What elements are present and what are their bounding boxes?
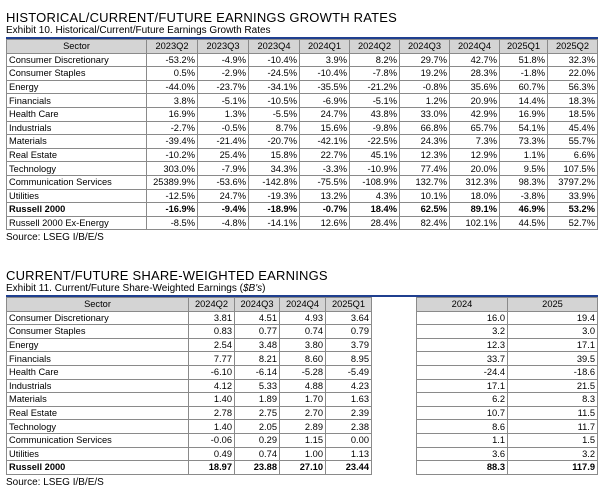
table-cell: 19.4 <box>508 311 598 325</box>
table-row <box>7 53 598 67</box>
table-cell: 102.1% <box>450 216 500 230</box>
exhibit-10-header-row <box>7 40 598 54</box>
table-cell: 2.38 <box>326 420 372 434</box>
column-header: 2024Q4 <box>450 40 500 54</box>
table-cell: -53.6% <box>198 175 249 189</box>
table-row <box>7 175 598 189</box>
table-cell: 45.4% <box>548 121 598 135</box>
table-cell: 42.7% <box>450 53 500 67</box>
table-cell: 9.5% <box>500 162 548 176</box>
table-cell: -0.06 <box>189 433 235 447</box>
table-cell: 28.3% <box>450 67 500 81</box>
table-cell: 65.7% <box>450 121 500 135</box>
table-cell: -34.1% <box>249 80 300 94</box>
table-cell: 4.93 <box>280 311 326 325</box>
table-cell: 33.9% <box>548 189 598 203</box>
table-cell: 1.2% <box>400 94 450 108</box>
table-row <box>7 365 598 379</box>
table-cell: 0.77 <box>235 325 280 339</box>
column-header: 2024Q1 <box>300 40 350 54</box>
row-label: Energy <box>7 80 147 94</box>
table-cell: 77.4% <box>400 162 450 176</box>
spacer-cell <box>372 325 417 339</box>
table-row <box>7 406 598 420</box>
table-cell: -2.7% <box>147 121 198 135</box>
row-label: Technology <box>7 162 147 176</box>
table-cell: 3.64 <box>326 311 372 325</box>
table-cell: 14.4% <box>500 94 548 108</box>
column-header: 2023Q4 <box>249 40 300 54</box>
table-cell: 73.3% <box>500 135 548 149</box>
table-cell: 0.5% <box>147 67 198 81</box>
table-cell: 2.39 <box>326 406 372 420</box>
exhibit-11-header-row <box>7 298 598 312</box>
table-cell: 1.15 <box>280 433 326 447</box>
spacer-cell <box>372 393 417 407</box>
row-label: Consumer Discretionary <box>7 311 189 325</box>
table-cell: 312.3% <box>450 175 500 189</box>
table-cell: 12.3 <box>417 338 508 352</box>
table-cell: 5.33 <box>235 379 280 393</box>
exhibit-11-title: CURRENT/FUTURE SHARE-WEIGHTED EARNINGS <box>6 268 328 283</box>
table-cell: -14.1% <box>249 216 300 230</box>
table-cell: 20.0% <box>450 162 500 176</box>
spacer-cell <box>372 420 417 434</box>
table-cell: 15.8% <box>249 148 300 162</box>
table-cell: -5.5% <box>249 107 300 121</box>
table-row <box>7 135 598 149</box>
row-label: Consumer Staples <box>7 67 147 81</box>
table-cell: 18.5% <box>548 107 598 121</box>
table-cell: -0.7% <box>300 203 350 217</box>
exhibit-10-subtitle: Exhibit 10. Historical/Current/Future Earnings Growth Rates <box>6 25 271 36</box>
table-row <box>7 311 598 325</box>
table-cell: 17.1 <box>508 338 598 352</box>
table-cell: 0.00 <box>326 433 372 447</box>
spacer-cell <box>372 338 417 352</box>
table-row <box>7 325 598 339</box>
table-cell: -35.5% <box>300 80 350 94</box>
table-cell: 34.3% <box>249 162 300 176</box>
table-cell: 3.80 <box>280 338 326 352</box>
table-row <box>7 80 598 94</box>
table-cell: 18.97 <box>189 461 235 475</box>
table-cell: 12.9% <box>450 148 500 162</box>
table-cell: -21.4% <box>198 135 249 149</box>
table-cell: -22.5% <box>350 135 400 149</box>
table-cell: -1.8% <box>500 67 548 81</box>
table-cell: 2.54 <box>189 338 235 352</box>
exhibit-10-source: Source: LSEG I/B/E/S <box>6 232 104 244</box>
table-cell: -5.28 <box>280 365 326 379</box>
table-cell: -3.3% <box>300 162 350 176</box>
row-label: Real Estate <box>7 148 147 162</box>
table-cell: 17.1 <box>417 379 508 393</box>
table-cell: 1.70 <box>280 393 326 407</box>
table-cell: -8.5% <box>147 216 198 230</box>
table-cell: 2.75 <box>235 406 280 420</box>
table-cell: -0.5% <box>198 121 249 135</box>
table-cell: 39.5 <box>508 352 598 366</box>
table-cell: 54.1% <box>500 121 548 135</box>
table-cell: 7.77 <box>189 352 235 366</box>
table-cell: 0.49 <box>189 447 235 461</box>
table-cell: 3.8% <box>147 94 198 108</box>
row-label: Utilities <box>7 189 147 203</box>
row-label: Communication Services <box>7 175 147 189</box>
table-cell: 25.4% <box>198 148 249 162</box>
row-label: Health Care <box>7 107 147 121</box>
table-cell: 6.2 <box>417 393 508 407</box>
table-cell: -5.49 <box>326 365 372 379</box>
table-cell: 89.1% <box>450 203 500 217</box>
table-cell: -5.1% <box>198 94 249 108</box>
table-cell: 44.5% <box>500 216 548 230</box>
table-cell: 1.63 <box>326 393 372 407</box>
table-cell: 62.5% <box>400 203 450 217</box>
table-cell: 8.95 <box>326 352 372 366</box>
spacer-cell <box>372 461 417 475</box>
table-cell: 1.89 <box>235 393 280 407</box>
table-row <box>7 393 598 407</box>
table-cell: 22.7% <box>300 148 350 162</box>
table-cell: 1.3% <box>198 107 249 121</box>
exhibit-10-section <box>6 10 598 244</box>
table-cell: 55.7% <box>548 135 598 149</box>
table-cell: 117.9 <box>508 461 598 475</box>
table-cell: 1.1% <box>500 148 548 162</box>
exhibit-11-table <box>6 297 598 475</box>
table-cell: 0.74 <box>235 447 280 461</box>
sector-header: Sector <box>7 40 147 54</box>
table-cell: -108.9% <box>350 175 400 189</box>
table-cell: 3.2 <box>417 325 508 339</box>
table-cell: 53.2% <box>548 203 598 217</box>
table-cell: 16.9% <box>500 107 548 121</box>
row-label: Technology <box>7 420 189 434</box>
table-cell: -7.8% <box>350 67 400 81</box>
exhibit-11-subtitle-suffix: ) <box>262 283 266 294</box>
table-cell: 3.6 <box>417 447 508 461</box>
table-cell: 42.9% <box>450 107 500 121</box>
row-label: Energy <box>7 338 189 352</box>
table-cell: -23.7% <box>198 80 249 94</box>
table-cell: 82.4% <box>400 216 450 230</box>
row-label: Industrials <box>7 379 189 393</box>
table-cell: 0.74 <box>280 325 326 339</box>
table-cell: 24.3% <box>400 135 450 149</box>
table-cell: 132.7% <box>400 175 450 189</box>
table-cell: -3.8% <box>500 189 548 203</box>
exhibit-11-source: Source: LSEG I/B/E/S <box>6 476 104 488</box>
row-label: Financials <box>7 94 147 108</box>
exhibit-10-table <box>6 39 598 230</box>
row-label: Russell 2000 Ex-Energy <box>7 216 147 230</box>
column-header: 2024Q2 <box>350 40 400 54</box>
table-cell: -4.9% <box>198 53 249 67</box>
table-row <box>7 352 598 366</box>
table-cell: -10.9% <box>350 162 400 176</box>
spacer-cell <box>372 365 417 379</box>
table-cell: 28.4% <box>350 216 400 230</box>
row-label: Materials <box>7 393 189 407</box>
table-cell: 1.40 <box>189 393 235 407</box>
table-cell: 24.7% <box>198 189 249 203</box>
exhibit-11-subtitle-prefix: Exhibit 11. Current/Future Share-Weighted Earnings ( <box>6 283 243 294</box>
row-label: Real Estate <box>7 406 189 420</box>
table-cell: -10.2% <box>147 148 198 162</box>
table-cell: 29.7% <box>400 53 450 67</box>
table-row <box>7 203 598 217</box>
table-cell: 20.9% <box>450 94 500 108</box>
table-cell: -7.9% <box>198 162 249 176</box>
column-header: 2025Q1 <box>500 40 548 54</box>
spacer-cell <box>372 433 417 447</box>
table-cell: 12.3% <box>400 148 450 162</box>
row-label: Industrials <box>7 121 147 135</box>
table-cell: 32.3% <box>548 53 598 67</box>
table-cell: 3.2 <box>508 447 598 461</box>
table-cell: 3.79 <box>326 338 372 352</box>
table-row <box>7 420 598 434</box>
column-header: 2024Q3 <box>400 40 450 54</box>
table-cell: 1.5 <box>508 433 598 447</box>
table-cell: -19.3% <box>249 189 300 203</box>
table-cell: 98.3% <box>500 175 548 189</box>
table-cell: 8.6 <box>417 420 508 434</box>
table-cell: -42.1% <box>300 135 350 149</box>
table-cell: -21.2% <box>350 80 400 94</box>
table-cell: 24.7% <box>300 107 350 121</box>
table-cell: 303.0% <box>147 162 198 176</box>
table-row <box>7 121 598 135</box>
table-cell: 46.9% <box>500 203 548 217</box>
table-cell: 45.1% <box>350 148 400 162</box>
column-header: 2025Q1 <box>326 298 372 312</box>
exhibit-11-subtitle <box>6 283 598 295</box>
table-cell: 8.3 <box>508 393 598 407</box>
table-cell: -6.10 <box>189 365 235 379</box>
table-cell: -9.4% <box>198 203 249 217</box>
table-cell: 56.3% <box>548 80 598 94</box>
exhibit-11-subtitle-units: $B's <box>242 283 263 294</box>
table-cell: 13.2% <box>300 189 350 203</box>
table-cell: 25389.9% <box>147 175 198 189</box>
row-label: Consumer Discretionary <box>7 53 147 67</box>
table-cell: 1.40 <box>189 420 235 434</box>
table-cell: 0.29 <box>235 433 280 447</box>
row-label: Russell 2000 <box>7 203 147 217</box>
table-cell: 18.3% <box>548 94 598 108</box>
table-cell: 1.13 <box>326 447 372 461</box>
table-cell: 18.4% <box>350 203 400 217</box>
exhibit-10-body <box>7 53 598 230</box>
table-row <box>7 162 598 176</box>
table-cell: 3797.2% <box>548 175 598 189</box>
table-cell: 6.6% <box>548 148 598 162</box>
table-cell: 10.7 <box>417 406 508 420</box>
table-row <box>7 189 598 203</box>
table-cell: 3.9% <box>300 53 350 67</box>
sector-header: Sector <box>7 298 189 312</box>
row-label: Utilities <box>7 447 189 461</box>
table-cell: 23.44 <box>326 461 372 475</box>
table-cell: 22.0% <box>548 67 598 81</box>
table-cell: 8.7% <box>249 121 300 135</box>
table-cell: -53.2% <box>147 53 198 67</box>
table-cell: 33.7 <box>417 352 508 366</box>
table-cell: 4.3% <box>350 189 400 203</box>
table-cell: -9.8% <box>350 121 400 135</box>
table-cell: 2.89 <box>280 420 326 434</box>
table-cell: 11.5 <box>508 406 598 420</box>
table-cell: 16.0 <box>417 311 508 325</box>
column-header: 2025 <box>508 298 598 312</box>
exhibit-11-body <box>7 311 598 474</box>
table-cell: 43.8% <box>350 107 400 121</box>
table-cell: -39.4% <box>147 135 198 149</box>
table-cell: 1.00 <box>280 447 326 461</box>
table-cell: 60.7% <box>500 80 548 94</box>
table-cell: 8.2% <box>350 53 400 67</box>
row-label: Communication Services <box>7 433 189 447</box>
table-cell: 18.0% <box>450 189 500 203</box>
row-label: Russell 2000 <box>7 461 189 475</box>
table-cell: 10.1% <box>400 189 450 203</box>
table-row <box>7 447 598 461</box>
exhibit-10-title: HISTORICAL/CURRENT/FUTURE EARNINGS GROWTH RATES <box>6 10 397 25</box>
table-cell: 4.23 <box>326 379 372 393</box>
table-cell: 11.7 <box>508 420 598 434</box>
exhibit-11-section <box>6 268 598 489</box>
table-cell: 8.60 <box>280 352 326 366</box>
table-cell: -16.9% <box>147 203 198 217</box>
table-cell: -6.9% <box>300 94 350 108</box>
table-cell: -24.5% <box>249 67 300 81</box>
table-cell: -18.9% <box>249 203 300 217</box>
table-cell: 2.05 <box>235 420 280 434</box>
table-cell: 51.8% <box>500 53 548 67</box>
column-header: 2023Q3 <box>198 40 249 54</box>
table-cell: 2.78 <box>189 406 235 420</box>
spacer-header <box>372 298 417 312</box>
table-cell: 3.0 <box>508 325 598 339</box>
table-cell: -10.4% <box>300 67 350 81</box>
table-cell: 19.2% <box>400 67 450 81</box>
table-row <box>7 148 598 162</box>
column-header: 2024Q3 <box>235 298 280 312</box>
table-cell: -24.4 <box>417 365 508 379</box>
table-cell: 66.8% <box>400 121 450 135</box>
table-cell: 2.70 <box>280 406 326 420</box>
table-cell: -75.5% <box>300 175 350 189</box>
table-cell: -44.0% <box>147 80 198 94</box>
table-cell: -10.4% <box>249 53 300 67</box>
table-cell: -20.7% <box>249 135 300 149</box>
table-cell: -2.9% <box>198 67 249 81</box>
table-row <box>7 461 598 475</box>
table-cell: 7.3% <box>450 135 500 149</box>
table-cell: 15.6% <box>300 121 350 135</box>
table-row <box>7 433 598 447</box>
row-label: Consumer Staples <box>7 325 189 339</box>
spacer-cell <box>372 406 417 420</box>
table-cell: 4.12 <box>189 379 235 393</box>
table-row <box>7 94 598 108</box>
column-header: 2024Q4 <box>280 298 326 312</box>
spacer-cell <box>372 352 417 366</box>
table-row <box>7 216 598 230</box>
table-cell: -18.6 <box>508 365 598 379</box>
spacer-cell <box>372 379 417 393</box>
table-cell: -0.8% <box>400 80 450 94</box>
table-cell: 33.0% <box>400 107 450 121</box>
table-cell: 0.79 <box>326 325 372 339</box>
table-cell: 3.81 <box>189 311 235 325</box>
table-cell: -4.8% <box>198 216 249 230</box>
row-label: Financials <box>7 352 189 366</box>
table-cell: 52.7% <box>548 216 598 230</box>
table-cell: 88.3 <box>417 461 508 475</box>
spacer-cell <box>372 447 417 461</box>
table-row <box>7 338 598 352</box>
table-cell: 1.1 <box>417 433 508 447</box>
table-cell: -10.5% <box>249 94 300 108</box>
table-cell: 35.6% <box>450 80 500 94</box>
column-header: 2024 <box>417 298 508 312</box>
table-cell: -5.1% <box>350 94 400 108</box>
table-cell: 4.88 <box>280 379 326 393</box>
table-cell: 8.21 <box>235 352 280 366</box>
column-header: 2025Q2 <box>548 40 598 54</box>
table-cell: 0.83 <box>189 325 235 339</box>
row-label: Materials <box>7 135 147 149</box>
column-header: 2023Q2 <box>147 40 198 54</box>
row-label: Health Care <box>7 365 189 379</box>
table-cell: -12.5% <box>147 189 198 203</box>
table-cell: -6.14 <box>235 365 280 379</box>
column-header: 2024Q2 <box>189 298 235 312</box>
table-row <box>7 379 598 393</box>
table-cell: 4.51 <box>235 311 280 325</box>
table-cell: 27.10 <box>280 461 326 475</box>
table-cell: 16.9% <box>147 107 198 121</box>
table-cell: 21.5 <box>508 379 598 393</box>
table-cell: 12.6% <box>300 216 350 230</box>
table-row <box>7 67 598 81</box>
table-cell: -142.8% <box>249 175 300 189</box>
table-cell: 23.88 <box>235 461 280 475</box>
table-row <box>7 107 598 121</box>
table-cell: 107.5% <box>548 162 598 176</box>
table-cell: 3.48 <box>235 338 280 352</box>
spacer-cell <box>372 311 417 325</box>
